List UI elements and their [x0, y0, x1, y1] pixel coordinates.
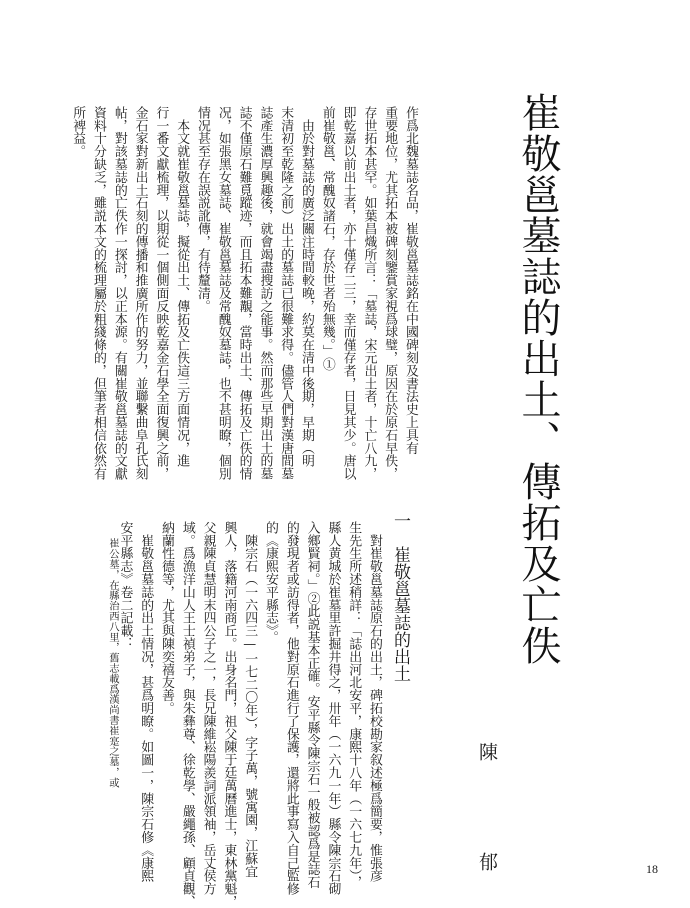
text-column: 前崔敬邕、常醜奴諸石，存於世者殆無幾。」①: [319, 106, 335, 371]
text-column: 金石家對新出土石刻的傳播和推廣所作的努力，並聯繫曲阜孔氏刻: [132, 106, 148, 481]
section-heading: 一 崔敬邕墓誌的出土: [390, 512, 410, 682]
text-column: 對崔敬邕墓誌原石的出土，碑拓校勘家叙述極爲簡要，惟張彦: [366, 521, 382, 883]
text-column: 納蘭性德等，尤其與陳奕禧友善。: [158, 521, 174, 715]
text-column: 由於對墓誌的廣泛關注時間較晚，約莫在清中後期，早期（明: [298, 106, 314, 468]
author-name: 陳 郁: [476, 742, 498, 907]
text-column: 即乾嘉以前出土者，亦十僅存二三，幸而僅存者，日見其少。唐以: [340, 106, 356, 481]
text-column: 重要地位，尤其拓本被碑刻鑒賞家視爲球璧，原因在於原石早佚，: [382, 106, 398, 481]
text-column: 域。爲漁洋山人王士禎弟子，與朱彝尊、徐乾學、嚴繩孫、顧貞觀、: [179, 521, 195, 908]
text-column: 誌不僅原石難覓蹤迹，而且拓本難覯，當時出土、傳拓及亡佚的情: [236, 106, 252, 481]
text-column: 陳宗石（一六四三—一七二〇年），字子萬，號寓園，江蘇宜: [242, 521, 258, 878]
text-column: 父親陳貞慧明末四公子之一，長兄陳維崧陽羨詞派領袖，岳丈侯方: [200, 521, 216, 896]
article-title: 崔敬邕墓誌的出土、傳拓及亡佚: [515, 92, 561, 666]
text-column: 縣人黄城於崔墓里許掘井得之，卅年（一六九一年）縣令陳宗石砌: [325, 521, 341, 896]
text-column: 的《康熙安平縣志》。: [262, 521, 278, 644]
text-column: 行一番文獻梳理，以期從一個側面反映乾嘉金石學全面復興之前，: [153, 106, 169, 481]
text-column: 情况甚至存在誤説訛傳，有待釐清。: [194, 106, 210, 313]
text-column: 入鄉賢祠。」②此説基本正確。安平縣令陳宗石一般被認爲是誌石: [304, 521, 320, 889]
text-column: 存世拓本甚罕。如葉昌熾所言：「墓誌，宋元出土者，十亡八九，: [361, 106, 377, 481]
text-column: 末清初至乾隆之前）出土的墓誌已很難求得。儘管人們對漢唐間墓: [278, 106, 294, 481]
text-column: 所裨益。: [70, 106, 86, 158]
text-column: 的發現者或訪得者，他對原石進行了保護，還將此事寫入自己監修: [283, 521, 299, 896]
text-column: 本文就崔敬邕墓誌，擬從出土、傳拓及亡佚這三方面情况，進: [174, 106, 190, 468]
text-column: 生先生所述稍詳：「誌出河北安平，康熙十八年（一六七九年），: [346, 521, 362, 889]
text-column: 安平縣志》卷二記載：: [117, 521, 133, 650]
text-column: 作爲北魏墓誌名品，崔敬邕墓誌銘在中國碑刻及書法史上具有: [402, 106, 418, 455]
text-column: 崔敬邕墓誌的出土情况，甚爲明瞭。如圖一，陳宗石修《康熙: [138, 521, 154, 883]
text-column: 誌產生濃厚興趣後，就會竭盡搜訪之能事。然而那些早期出土的墓: [257, 106, 273, 481]
text-column: 况，如張黑女墓誌、崔敬邕墓誌及常醜奴墓誌，也不甚明瞭，個別: [215, 106, 231, 481]
text-column: 資料十分缺乏，雖説本文的梳理屬於粗綫條的，但筆者相信依然有: [90, 106, 106, 481]
text-column: 帖，對該墓誌的亡佚作一探討，以正本源。有關崔敬邕墓誌的文獻: [111, 106, 127, 481]
text-column: 興人，落籍河南商丘。出身名門，祖父陳于廷萬曆進士，東林黨魁，: [221, 521, 237, 908]
footnote-quote: 崔公墓，在縣治西八里，舊志載爲漢尚書崔寔之墓，或: [107, 538, 119, 788]
page-number: 18: [646, 862, 658, 876]
